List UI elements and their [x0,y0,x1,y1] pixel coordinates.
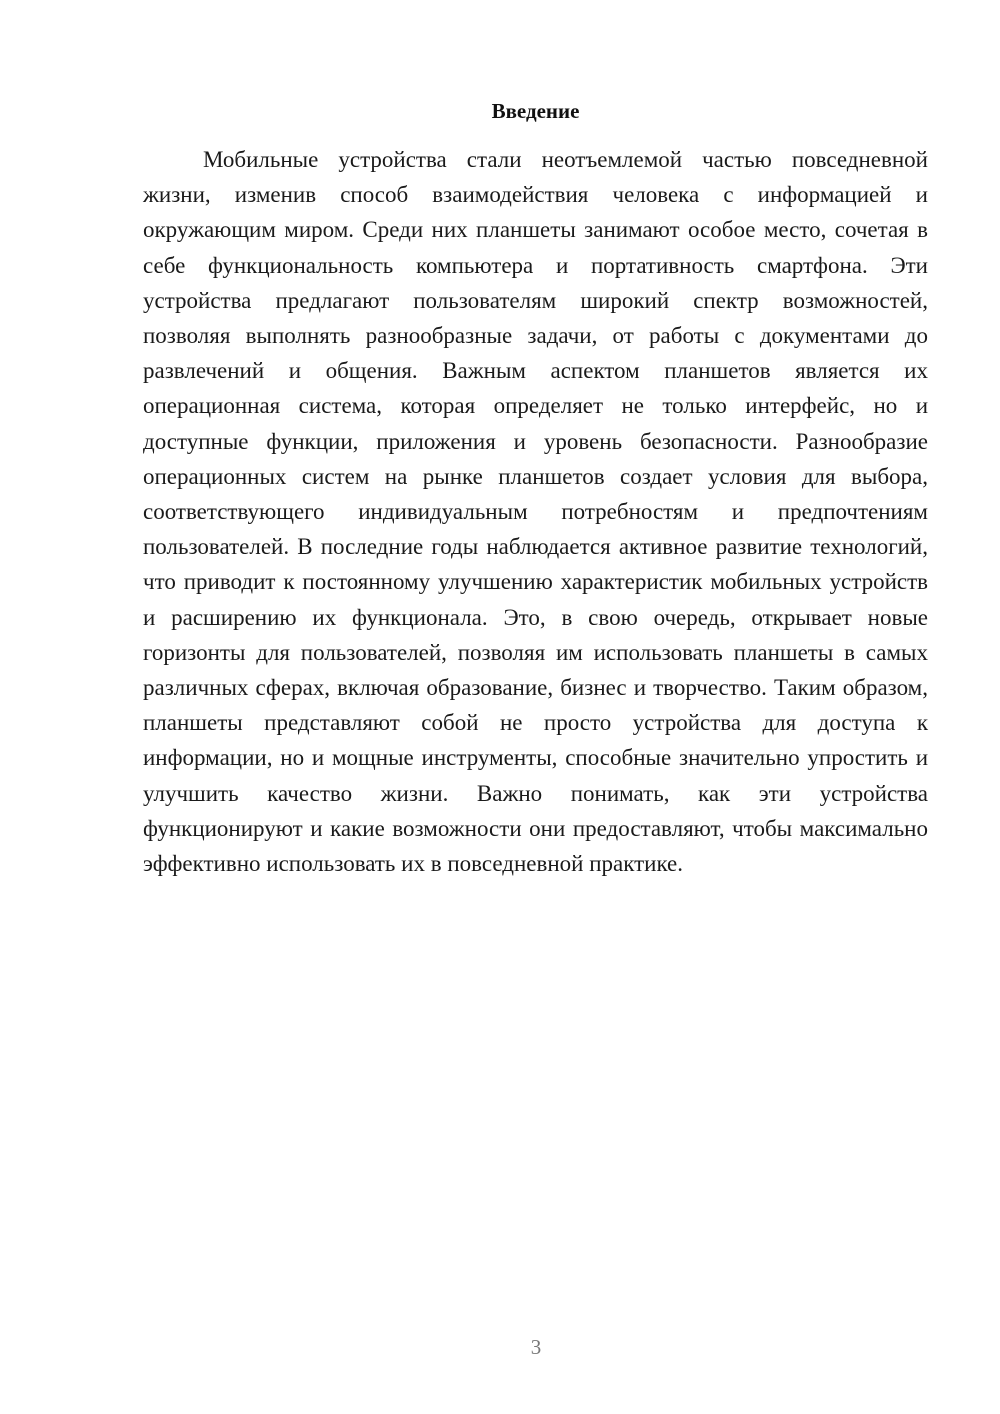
body-paragraph: Мобильные устройства стали неотъемлемой частью повседневной жизни, изменив способ взаимодействия человека с информацией и окружающим миром. Среди них планшеты занимают особое место, сочетая в себе функциональность компьютера и портативность смартфона. Эти устройства предлагают пользователям широкий спектр возможностей, позволяя выполнять разнообразные задачи, от работы с документами до развлечений и общения. Важным аспектом планшетов является их операционная система, которая определяет не только интерфейс, но и доступные функции, приложения и уровень безопасности. Разнообразие операционных систем на рынке планшетов создает условия для выбора, соответствующего индивидуальным потребностям и предпочтениям пользователей. В последние годы наблюдается активное развитие технологий, что приводит к постоянному улучшению характеристик мобильных устройств и расширению их функционала. Это, в свою очередь, открывает новые горизонты для пользователей, позволяя им использовать планшеты в самых различных сферах, включая образование, бизнес и творчество. Таким образом, планшеты представляют собой не просто устройства для доступа к информации, но и мощные инструменты, способные значительно упростить и улучшить качество жизни. Важно понимать, как эти устройства функционируют и какие возможности они предоставляют, чтобы максимально эффективно использовать их в повседневной практике. [143,147,928,877]
page-title: Введение [491,99,580,123]
page-number: 3 [530,1335,542,1359]
